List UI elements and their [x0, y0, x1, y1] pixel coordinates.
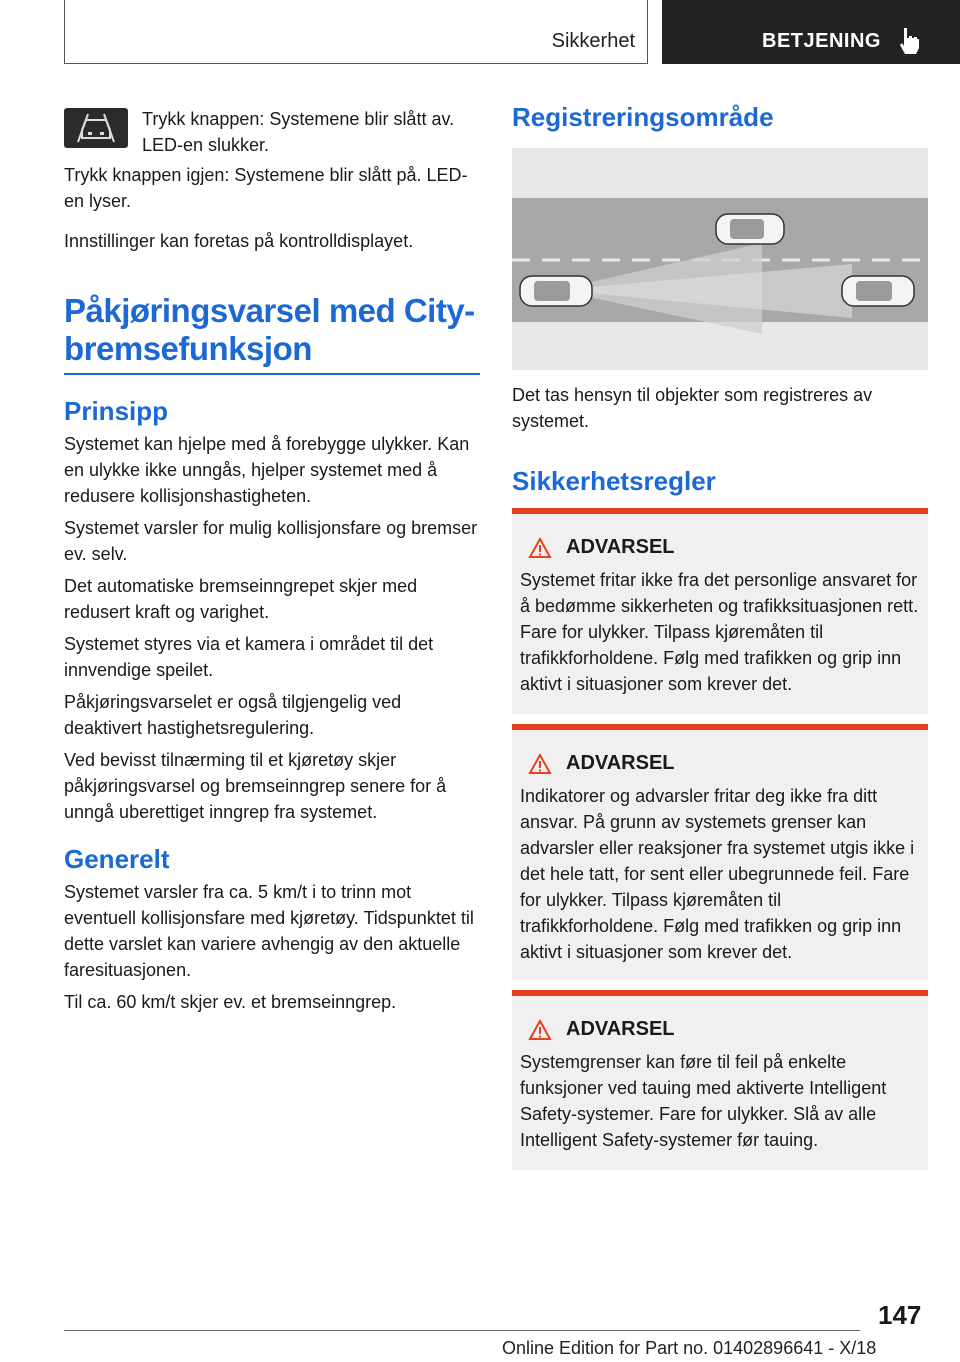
prinsipp-heading: Prinsipp: [64, 396, 169, 426]
figure-caption: Det tas hensyn til objekter som registreres av systemet.: [512, 385, 873, 431]
header-chapter-box: [662, 0, 960, 64]
warning-title: ADVARSEL: [566, 752, 675, 774]
paragraph: Ved bevisst tilnærming til et kjøretøy skjer påkjøringsvarsel og bremseinngrep senere for å unngå uberettiget inngrep fra systemet.: [64, 750, 447, 822]
header-section-title: Sikkerhet: [551, 30, 635, 52]
car-oncoming: [842, 276, 914, 306]
detection-range-diagram: [512, 148, 928, 370]
registration-heading: Registreringsområde: [512, 102, 774, 132]
footer-edition: Online Edition for Part no. 01402896641 - X/18: [502, 1338, 877, 1358]
generelt-section: [64, 844, 480, 1015]
page-number: 147: [878, 1300, 922, 1330]
title-divider: [64, 373, 480, 375]
warning-box: [512, 508, 928, 714]
warning-text: Systemet fritar ikke fra det personlige ansvaret for å bedømme sikkerheten og trafikksituasjonen rett. Fare for ulykker. Tilpass kjøremåten til trafikkforholdene. Følg med trafikken og grip inn aktivt i situasjoner som krever det.: [520, 570, 919, 694]
intro-paragraph: Trykk knappen: Systemene blir slått av. LED-en slukker.: [142, 109, 455, 155]
warning-box: [512, 724, 928, 980]
paragraph: Til ca. 60 km/t skjer ev. et bremseinngrep.: [64, 992, 397, 1012]
header-chapter-title: BETJENING: [762, 30, 881, 52]
car-ahead: [716, 214, 784, 244]
paragraph: Systemet styres via et kamera i området til det innvendige speilet.: [64, 634, 434, 680]
safety-heading: Sikkerhetsregler: [512, 466, 716, 496]
section-title: Påkjøringsvarsel med City-bremsefunksjon: [64, 292, 475, 367]
camera-assist-button-icon: [64, 108, 128, 148]
paragraph: Det automatiske bremseinngrepet skjer med redusert kraft og varighet.: [64, 576, 418, 622]
warning-triangle-icon: [528, 1019, 552, 1041]
warning-text: Systemgrenser kan føre til feil på enkelte funksjoner ved tauing med aktiverte Intelligent Safety-systemer. Fare for ulykker. Slå av alle Intelligent Safety-systemer før tauing.: [520, 1052, 887, 1150]
warning-box: [512, 990, 928, 1170]
header-section-box: [64, 0, 648, 64]
paragraph: Systemet kan hjelpe med å forebygge ulykker. Kan en ulykke ikke unngås, hjelper systemet med å redusere kollisjonshastigheten.: [64, 434, 470, 506]
paragraph: Systemet varsler for mulig kollisjonsfare og bremser ev. selv.: [64, 518, 478, 564]
intro-paragraph: Trykk knappen igjen: Systemene blir slått på. LED-en lyser.: [64, 165, 468, 211]
generelt-heading: Generelt: [64, 844, 170, 874]
warning-triangle-icon: [528, 753, 552, 775]
footer-divider: [64, 1330, 860, 1331]
paragraph: Påkjøringsvarselet er også tilgjengelig ved deaktivert hastighetsregulering.: [64, 692, 402, 738]
own-car: [520, 276, 592, 306]
warning-triangle-icon: [528, 537, 552, 559]
pointing-hand-icon: [896, 26, 922, 54]
warning-title: ADVARSEL: [566, 536, 675, 558]
paragraph: Systemet varsler fra ca. 5 km/t i to trinn mot eventuell kollisjonsfare med kjøretøy. Tidspunktet til dette varslet kan variere avhengig av den aktuelle faresituasjonen.: [64, 882, 474, 980]
intro-paragraph: Innstillinger kan foretas på kontrolldisplayet.: [64, 231, 414, 251]
prinsipp-section: [64, 396, 480, 825]
warning-title: ADVARSEL: [566, 1018, 675, 1040]
warning-text: Indikatorer og advarsler fritar deg ikke fra ditt ansvar. På grunn av systemets grenser kan advarsler eller reaksjoner fra systemet utgis ikke i det hele tatt, for sent eller ubegrunnede feil. Fare for ulykker. Tilpass kjøremåten til trafikkforholdene. Følg med trafikken og grip inn aktivt i situasjoner som krever det.: [520, 786, 915, 962]
